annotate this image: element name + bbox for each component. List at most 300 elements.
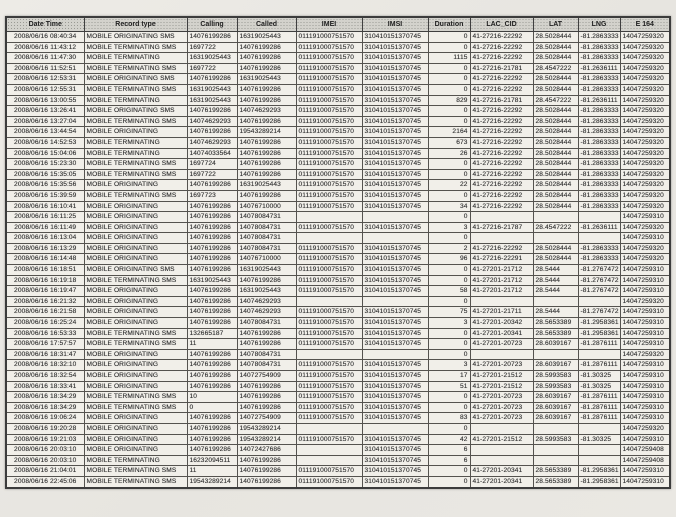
cell-imei: 011191000751570: [296, 413, 362, 424]
cell-lng: -81.2863333: [578, 53, 620, 64]
table-row: [6, 371, 670, 382]
cell-recordtype: MOBILE TERMINATING SMS: [84, 402, 187, 413]
table-row: [6, 413, 670, 424]
cell-e164: 14047259320: [620, 190, 670, 201]
cell-imei: 011191000751570: [296, 381, 362, 392]
cell-calling: 14074629293: [187, 137, 237, 148]
cell-imei: 011191000751570: [296, 53, 362, 64]
cell-lng: -81.2876111: [578, 360, 620, 371]
cell-datetime: 2008/06/16 08:40:34: [6, 32, 84, 43]
cell-lat: 28.5993583: [533, 371, 578, 382]
cell-called: 14076710000: [237, 201, 296, 212]
cell-called: 14078084731: [237, 233, 296, 244]
cell-datetime: 2008/06/16 18:32:54: [6, 371, 84, 382]
cell-duration: 0: [428, 106, 470, 117]
cell-datetime: 2008/06/16 11:43:12: [6, 42, 84, 53]
cell-e164: 14047259310: [620, 413, 670, 424]
cell-datetime: 2008/06/16 13:44:54: [6, 127, 84, 138]
cell-lng: [578, 212, 620, 223]
cell-duration: 34: [428, 201, 470, 212]
cell-lat: 28.5653389: [533, 466, 578, 477]
cell-duration: 75: [428, 307, 470, 318]
cell-imsi: 310410151370745: [362, 466, 428, 477]
cell-lac_cid: 41-27216-21781: [470, 63, 533, 74]
cell-lac_cid: [470, 455, 533, 466]
cell-duration: 3: [428, 318, 470, 329]
cell-imsi: 310410151370745: [362, 360, 428, 371]
cell-imsi: 310410151370745: [362, 455, 428, 466]
cell-duration: 0: [428, 466, 470, 477]
table-row: [6, 63, 670, 74]
cell-called: 14076199286: [237, 148, 296, 159]
cell-e164: 14047259320: [620, 95, 670, 106]
cell-e164: 14047259320: [620, 243, 670, 254]
cell-duration: 0: [428, 32, 470, 43]
table-row: [6, 307, 670, 318]
cell-e164: 14047259320: [620, 137, 670, 148]
cell-recordtype: MOBILE ORIGINATING: [84, 318, 187, 329]
cell-calling: 14076199286: [187, 318, 237, 329]
cell-lng: -81.2767472: [578, 265, 620, 276]
cell-called: 19543289214: [237, 434, 296, 445]
table-row: [6, 434, 670, 445]
cell-imei: 011191000751570: [296, 95, 362, 106]
cell-imei: 011191000751570: [296, 360, 362, 371]
cell-lat: 28.5028444: [533, 148, 578, 159]
cell-recordtype: MOBILE TERMINATING SMS: [84, 466, 187, 477]
cell-lat: 28.5028444: [533, 169, 578, 180]
cell-imsi: [362, 423, 428, 434]
cell-e164: 14047259310: [620, 402, 670, 413]
cell-recordtype: MOBILE TERMINATING: [84, 455, 187, 466]
cell-datetime: 2008/06/16 22:45:06: [6, 476, 84, 487]
cell-duration: 22: [428, 180, 470, 191]
cell-recordtype: MOBILE ORIGINATING: [84, 445, 187, 456]
cell-datetime: 2008/06/16 20:03:10: [6, 445, 84, 456]
cell-e164: 14047259320: [620, 74, 670, 85]
cell-recordtype: MOBILE ORIGINATING: [84, 423, 187, 434]
cell-lng: -81.30325: [578, 381, 620, 392]
cell-calling: 14076199286: [187, 180, 237, 191]
cell-imsi: 310410151370745: [362, 95, 428, 106]
cell-recordtype: MOBILE ORIGINATING: [84, 371, 187, 382]
cell-lac_cid: 41-27201-20723: [470, 392, 533, 403]
cell-recordtype: MOBILE TERMINATING SMS: [84, 275, 187, 286]
cell-lat: 28.5993583: [533, 381, 578, 392]
cell-lac_cid: 41-27216-22292: [470, 106, 533, 117]
cell-lac_cid: 41-27201-21712: [470, 286, 533, 297]
cell-lng: -81.2636111: [578, 222, 620, 233]
cell-recordtype: MOBILE TERMINATING: [84, 137, 187, 148]
cell-e164: 14047259310: [620, 339, 670, 350]
cell-lat: 28.5444: [533, 275, 578, 286]
cell-calling: 10: [187, 392, 237, 403]
cell-imsi: 310410151370745: [362, 159, 428, 170]
cell-recordtype: MOBILE ORIGINATING SMS: [84, 265, 187, 276]
cell-called: 14074629293: [237, 307, 296, 318]
cell-calling: 14076199286: [187, 106, 237, 117]
table-row: [6, 127, 670, 138]
cell-imsi: 310410151370745: [362, 392, 428, 403]
cell-calling: 14076199286: [187, 32, 237, 43]
cell-calling: 14076199286: [187, 371, 237, 382]
cell-lat: 28.5028444: [533, 32, 578, 43]
cell-lng: -81.2863333: [578, 127, 620, 138]
cell-lat: [533, 212, 578, 223]
cell-lac_cid: 41-27201-21712: [470, 275, 533, 286]
cell-lat: 28.5028444: [533, 243, 578, 254]
table-row: [6, 455, 670, 466]
table-row: [6, 148, 670, 159]
cell-duration: 17: [428, 371, 470, 382]
cell-calling: 16319025443: [187, 95, 237, 106]
cell-datetime: 2008/06/16 15:04:06: [6, 148, 84, 159]
cell-lac_cid: 41-27216-22292: [470, 169, 533, 180]
cell-called: 14076199286: [237, 381, 296, 392]
cell-imei: 011191000751570: [296, 328, 362, 339]
cell-imsi: 310410151370745: [362, 222, 428, 233]
cell-recordtype: MOBILE ORIGINATING: [84, 222, 187, 233]
cell-calling: 14076199286: [187, 307, 237, 318]
cell-lat: 28.5444: [533, 307, 578, 318]
cell-recordtype: MOBILE TERMINATING SMS: [84, 84, 187, 95]
cell-called: 14076199286: [237, 328, 296, 339]
cell-recordtype: MOBILE TERMINATING: [84, 148, 187, 159]
cell-datetime: 2008/06/16 15:35:05: [6, 169, 84, 180]
cell-imei: 011191000751570: [296, 222, 362, 233]
cell-lng: [578, 445, 620, 456]
cell-duration: 0: [428, 74, 470, 85]
cell-imsi: 310410151370745: [362, 254, 428, 265]
call-records-table: [5, 16, 671, 489]
table-row: [6, 392, 670, 403]
table-row: [6, 243, 670, 254]
column-header-recordtype: Record type: [84, 17, 187, 32]
cell-called: 14076199286: [237, 95, 296, 106]
cell-recordtype: MOBILE TERMINATING: [84, 95, 187, 106]
cell-e164: 14047259320: [620, 254, 670, 265]
cell-datetime: 2008/06/16 14:52:53: [6, 137, 84, 148]
cell-lng: -81.2636111: [578, 95, 620, 106]
cell-duration: 6: [428, 445, 470, 456]
cell-duration: 6: [428, 455, 470, 466]
table-row: [6, 233, 670, 244]
table-row: [6, 53, 670, 64]
cell-recordtype: MOBILE ORIGINATING: [84, 296, 187, 307]
cell-called: 14076199286: [237, 116, 296, 127]
cell-lng: -81.2767472: [578, 307, 620, 318]
cell-datetime: 2008/06/16 16:11:25: [6, 212, 84, 223]
cell-lat: 28.5653389: [533, 476, 578, 487]
cell-e164: 14047259310: [620, 275, 670, 286]
table-row: [6, 275, 670, 286]
cell-datetime: 2008/06/16 18:33:41: [6, 381, 84, 392]
cell-lac_cid: 41-27216-22292: [470, 127, 533, 138]
cell-imei: 011191000751570: [296, 159, 362, 170]
cell-recordtype: MOBILE ORIGINATING: [84, 307, 187, 318]
cell-imei: 011191000751570: [296, 148, 362, 159]
cell-imsi: 310410151370745: [362, 53, 428, 64]
cell-imei: 011191000751570: [296, 32, 362, 43]
cell-lac_cid: 41-27216-22292: [470, 74, 533, 85]
cell-lac_cid: 41-27201-21512: [470, 434, 533, 445]
cell-called: 14078084731: [237, 222, 296, 233]
cell-lac_cid: 41-27216-21787: [470, 222, 533, 233]
cell-duration: 673: [428, 137, 470, 148]
cell-calling: 16319025443: [187, 84, 237, 95]
cell-duration: 3: [428, 360, 470, 371]
cell-called: 14076199286: [237, 190, 296, 201]
cell-calling: 14074033564: [187, 148, 237, 159]
cell-datetime: 2008/06/16 12:53:31: [6, 74, 84, 85]
cell-lat: 28.5993583: [533, 434, 578, 445]
cell-calling: 14076199286: [187, 265, 237, 276]
cell-duration: 0: [428, 275, 470, 286]
cell-duration: 0: [428, 265, 470, 276]
cell-lng: -81.2863333: [578, 169, 620, 180]
cell-lac_cid: 41-27201-21512: [470, 371, 533, 382]
cell-duration: 51: [428, 381, 470, 392]
cell-lng: [578, 296, 620, 307]
cell-lac_cid: 41-27216-22292: [470, 148, 533, 159]
cell-lng: [578, 349, 620, 360]
cell-e164: 14047259310: [620, 307, 670, 318]
cell-imei: 011191000751570: [296, 116, 362, 127]
cell-recordtype: MOBILE ORIGINATING SMS: [84, 32, 187, 43]
cell-lat: 28.5028444: [533, 106, 578, 117]
cell-duration: 0: [428, 116, 470, 127]
cell-lng: [578, 455, 620, 466]
table-row: [6, 137, 670, 148]
cell-imei: [296, 296, 362, 307]
cell-imsi: 310410151370745: [362, 137, 428, 148]
cell-e164: 14047259310: [620, 381, 670, 392]
cell-imei: 011191000751570: [296, 169, 362, 180]
cell-imei: 011191000751570: [296, 201, 362, 212]
cell-datetime: 2008/06/16 16:21:58: [6, 307, 84, 318]
cell-lac_cid: 41-27201-20723: [470, 339, 533, 350]
cell-lat: 28.5028444: [533, 159, 578, 170]
cell-datetime: 2008/06/16 15:23:30: [6, 159, 84, 170]
cell-lng: -81.2876111: [578, 413, 620, 424]
cell-imei: 011191000751570: [296, 265, 362, 276]
cell-lng: -81.2958361: [578, 328, 620, 339]
table-header-row: [6, 17, 670, 32]
cell-calling: 14076199286: [187, 254, 237, 265]
cell-called: 16319025443: [237, 32, 296, 43]
cell-imsi: 310410151370745: [362, 32, 428, 43]
cell-datetime: 2008/06/16 16:19:47: [6, 286, 84, 297]
cell-imsi: 310410151370745: [362, 318, 428, 329]
cell-duration: 0: [428, 63, 470, 74]
cell-calling: 14074629293: [187, 116, 237, 127]
column-header-lat: LAT: [533, 17, 578, 32]
cell-datetime: 2008/06/16 16:13:04: [6, 233, 84, 244]
cell-imei: 011191000751570: [296, 254, 362, 265]
cell-recordtype: MOBILE TERMINATING SMS: [84, 116, 187, 127]
cell-calling: 16232094511: [187, 455, 237, 466]
table-row: [6, 42, 670, 53]
cell-duration: 0: [428, 339, 470, 350]
cell-called: 14074629293: [237, 106, 296, 117]
cell-recordtype: MOBILE ORIGINATING: [84, 360, 187, 371]
cell-e164: 14047259320: [620, 201, 670, 212]
cell-e164: 14047259320: [620, 349, 670, 360]
cell-imei: 011191000751570: [296, 286, 362, 297]
cell-lat: 28.5028444: [533, 180, 578, 191]
cell-datetime: 2008/06/16 16:19:18: [6, 275, 84, 286]
cell-recordtype: MOBILE ORIGINATING: [84, 286, 187, 297]
cell-datetime: 2008/06/16 16:10:41: [6, 201, 84, 212]
cell-e164: 14047259320: [620, 53, 670, 64]
cell-lac_cid: 41-27216-22292: [470, 201, 533, 212]
cell-imei: 011191000751570: [296, 190, 362, 201]
cell-duration: 83: [428, 413, 470, 424]
cell-lng: -81.2863333: [578, 137, 620, 148]
cell-lng: -81.2636111: [578, 63, 620, 74]
cell-imsi: 310410151370745: [362, 74, 428, 85]
cell-duration: 0: [428, 328, 470, 339]
cell-imei: [296, 212, 362, 223]
cell-duration: 0: [428, 84, 470, 95]
cell-duration: 0: [428, 42, 470, 53]
cell-imsi: 310410151370745: [362, 286, 428, 297]
cell-lac_cid: 41-27216-21781: [470, 95, 533, 106]
column-header-imei: IMEI: [296, 17, 362, 32]
cell-recordtype: MOBILE ORIGINATING: [84, 201, 187, 212]
cell-duration: 0: [428, 159, 470, 170]
cell-calling: 14076199286: [187, 222, 237, 233]
cell-calling: 14076199286: [187, 423, 237, 434]
cell-datetime: 2008/06/16 13:00:55: [6, 95, 84, 106]
cell-lat: 28.5653389: [533, 328, 578, 339]
cell-imei: 011191000751570: [296, 392, 362, 403]
cell-imei: 011191000751570: [296, 434, 362, 445]
cell-imei: [296, 445, 362, 456]
table-row: [6, 476, 670, 487]
table-row: [6, 212, 670, 223]
cell-datetime: 2008/06/16 15:35:56: [6, 180, 84, 191]
table-row: [6, 84, 670, 95]
cell-e164: 14047259320: [620, 84, 670, 95]
cell-lat: 28.4547222: [533, 63, 578, 74]
cell-imsi: 310410151370745: [362, 381, 428, 392]
cell-recordtype: MOBILE ORIGINATING: [84, 254, 187, 265]
cell-calling: 0: [187, 402, 237, 413]
cell-e164: 14047259320: [620, 423, 670, 434]
cell-called: 14076199286: [237, 159, 296, 170]
cell-called: 14076199286: [237, 169, 296, 180]
cell-duration: 2164: [428, 127, 470, 138]
cell-lng: -81.2863333: [578, 74, 620, 85]
cell-lac_cid: 41-27216-22292: [470, 116, 533, 127]
cell-datetime: 2008/06/16 11:52:51: [6, 63, 84, 74]
table-row: [6, 423, 670, 434]
cell-lac_cid: 41-27216-22292: [470, 159, 533, 170]
cell-lng: -81.2876111: [578, 392, 620, 403]
cell-duration: 2: [428, 243, 470, 254]
cell-recordtype: MOBILE TERMINATING SMS: [84, 63, 187, 74]
cell-duration: 0: [428, 296, 470, 307]
cell-lac_cid: [470, 233, 533, 244]
cell-lac_cid: 41-27201-20341: [470, 328, 533, 339]
cell-lng: -81.2863333: [578, 201, 620, 212]
cell-e164: 14047259320: [620, 127, 670, 138]
cell-imei: 011191000751570: [296, 339, 362, 350]
cell-called: 14076199286: [237, 84, 296, 95]
cell-duration: 0: [428, 169, 470, 180]
cell-imsi: 310410151370745: [362, 243, 428, 254]
cell-lac_cid: 41-27201-20341: [470, 466, 533, 477]
cell-called: 14076199286: [237, 476, 296, 487]
cell-imsi: 310410151370745: [362, 371, 428, 382]
cell-lng: -81.2863333: [578, 42, 620, 53]
cell-e164: 14047259320: [620, 116, 670, 127]
cell-lat: 28.5444: [533, 265, 578, 276]
cell-lng: -81.2767472: [578, 286, 620, 297]
cell-lac_cid: 41-27216-22292: [470, 53, 533, 64]
cell-lat: [533, 349, 578, 360]
cell-imei: 011191000751570: [296, 137, 362, 148]
cell-datetime: 2008/06/16 16:53:33: [6, 328, 84, 339]
cell-lac_cid: [470, 296, 533, 307]
cell-datetime: 2008/06/16 19:21:03: [6, 434, 84, 445]
cell-duration: 1115: [428, 53, 470, 64]
cell-e164: 14047259320: [620, 169, 670, 180]
cell-lng: -81.2863333: [578, 159, 620, 170]
cell-calling: 16319025443: [187, 53, 237, 64]
cell-called: 14076199286: [237, 402, 296, 413]
cell-imei: 011191000751570: [296, 63, 362, 74]
cell-lng: [578, 233, 620, 244]
cell-lng: -81.2958361: [578, 466, 620, 477]
cell-e164: 14047259320: [620, 222, 670, 233]
cell-e164: 14047259310: [620, 466, 670, 477]
column-header-calling: Calling: [187, 17, 237, 32]
cell-calling: 14076199286: [187, 127, 237, 138]
cell-lac_cid: 41-27216-22292: [470, 32, 533, 43]
cell-recordtype: MOBILE TERMINATING: [84, 53, 187, 64]
cell-lng: -81.30325: [578, 371, 620, 382]
cell-lac_cid: [470, 349, 533, 360]
cell-recordtype: MOBILE TERMINATING SMS: [84, 190, 187, 201]
column-header-imsi: IMSI: [362, 17, 428, 32]
cell-lng: [578, 423, 620, 434]
cell-e164: 14047259320: [620, 159, 670, 170]
cell-lat: 28.5028444: [533, 116, 578, 127]
cell-imei: 011191000751570: [296, 476, 362, 487]
cell-datetime: 2008/06/16 19:06:24: [6, 413, 84, 424]
cell-called: 19543289214: [237, 423, 296, 434]
cell-recordtype: MOBILE ORIGINATING: [84, 180, 187, 191]
cell-imsi: 310410151370745: [362, 275, 428, 286]
cell-called: 14072427686: [237, 445, 296, 456]
cell-called: 16319025443: [237, 265, 296, 276]
cell-lac_cid: 41-27216-22292: [470, 42, 533, 53]
cell-datetime: 2008/06/16 16:11:49: [6, 222, 84, 233]
cell-imsi: 310410151370745: [362, 339, 428, 350]
cell-called: 14076710000: [237, 254, 296, 265]
table-row: [6, 32, 670, 43]
cell-imsi: 310410151370745: [362, 265, 428, 276]
cell-lac_cid: 41-27216-22292: [470, 84, 533, 95]
cell-duration: 0: [428, 392, 470, 403]
cell-datetime: 2008/06/16 16:13:29: [6, 243, 84, 254]
table-row: [6, 169, 670, 180]
cell-lng: -81.30325: [578, 434, 620, 445]
cell-calling: 19543289214: [187, 476, 237, 487]
cell-datetime: 2008/06/16 20:03:10: [6, 455, 84, 466]
